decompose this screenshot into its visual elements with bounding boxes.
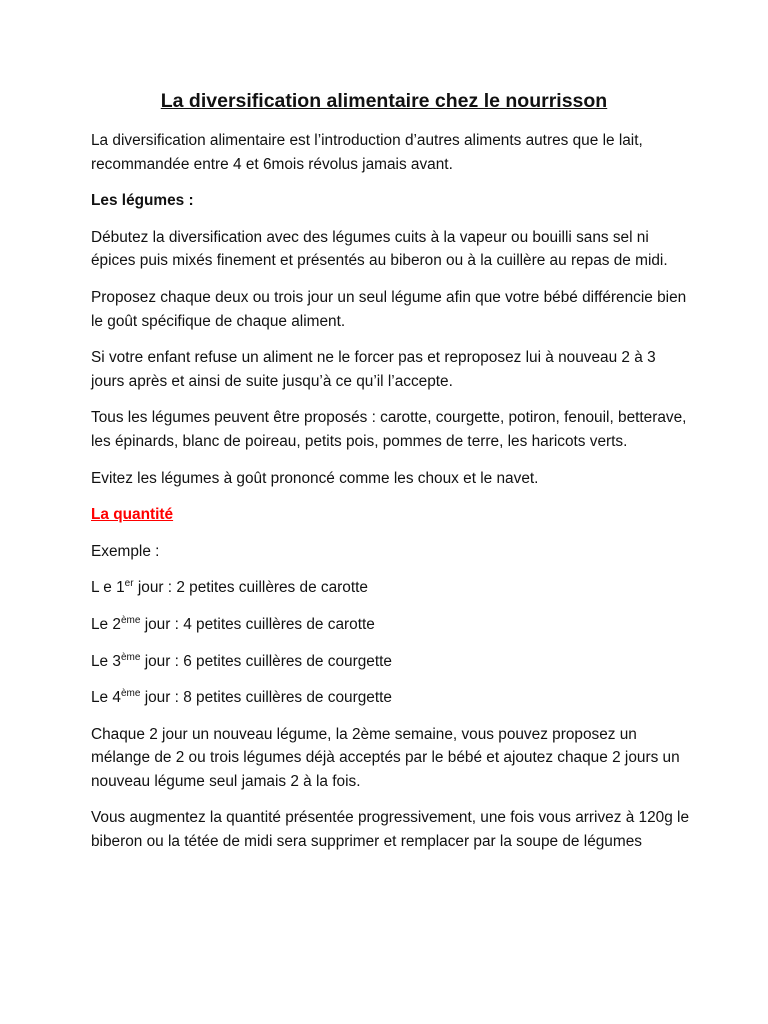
section-heading-legumes: Les légumes : xyxy=(91,192,194,210)
section-heading-quantite: La quantité xyxy=(91,506,174,524)
legumes-paragraph-3: Si votre enfant refuse un aliment ne le forcer pas et reproposez lui à nouveau 2 à 3 jours après et ainsi de suite jusqu’à ce qu’il l’accepte. xyxy=(91,349,656,390)
legumes-paragraph-2: Proposez chaque deux ou trois jour un seul légume afin que votre bébé différencie bien le goût spécifique de chaque aliment. xyxy=(91,288,687,330)
legumes-paragraph-4: Tous les légumes peuvent être proposés : carotte, courgette, potiron, fenouil, betterave, les épinards, blanc de poireau, petits pois, pommes de terre, les haricots verts. xyxy=(91,409,687,450)
day-line-2: Le 2ème jour : 4 petites cuillères de carotte xyxy=(91,614,375,633)
day-line-4: Le 4ème jour : 8 petites cuillères de courgette xyxy=(91,687,392,707)
example-label: Exemple : xyxy=(91,542,160,560)
quantite-paragraph-1: Chaque 2 jour un nouveau légume, la 2ème semaine, vous pouvez proposez un mélange de 2 ou trois légumes déjà acceptés par le bébé et ajoutez chaque 2 jours un nouveau légume seul jamais 2 à la fois. xyxy=(91,725,680,790)
document-body xyxy=(91,129,691,867)
legumes-paragraph-1: Débutez la diversification avec des légumes cuits à la vapeur ou bouilli sans sel ni épices puis mixés finement et présentés au biberon ou à la cuillère au repas de midi. xyxy=(91,228,668,270)
day-line-1: L e 1er jour : 2 petites cuillères de carotte xyxy=(91,578,368,597)
intro-paragraph: La diversification alimentaire est l’introduction d’autres aliments autres que le lait, recommandée entre 4 et 6mois révolus jamais avant. xyxy=(91,132,643,173)
quantite-paragraph-2: Vous augmentez la quantité présentée progressivement, une fois vous arrivez à 120g le biberon ou la tétée de midi sera supprimer et remplacer par la soupe de légumes xyxy=(91,809,690,851)
page-title: La diversification alimentaire chez le nourrisson xyxy=(160,90,608,112)
legumes-paragraph-5: Evitez les légumes à goût prononcé comme les choux et le navet. xyxy=(91,469,539,487)
day-line-3: Le 3ème jour : 6 petites cuillères de courgette xyxy=(91,651,392,670)
